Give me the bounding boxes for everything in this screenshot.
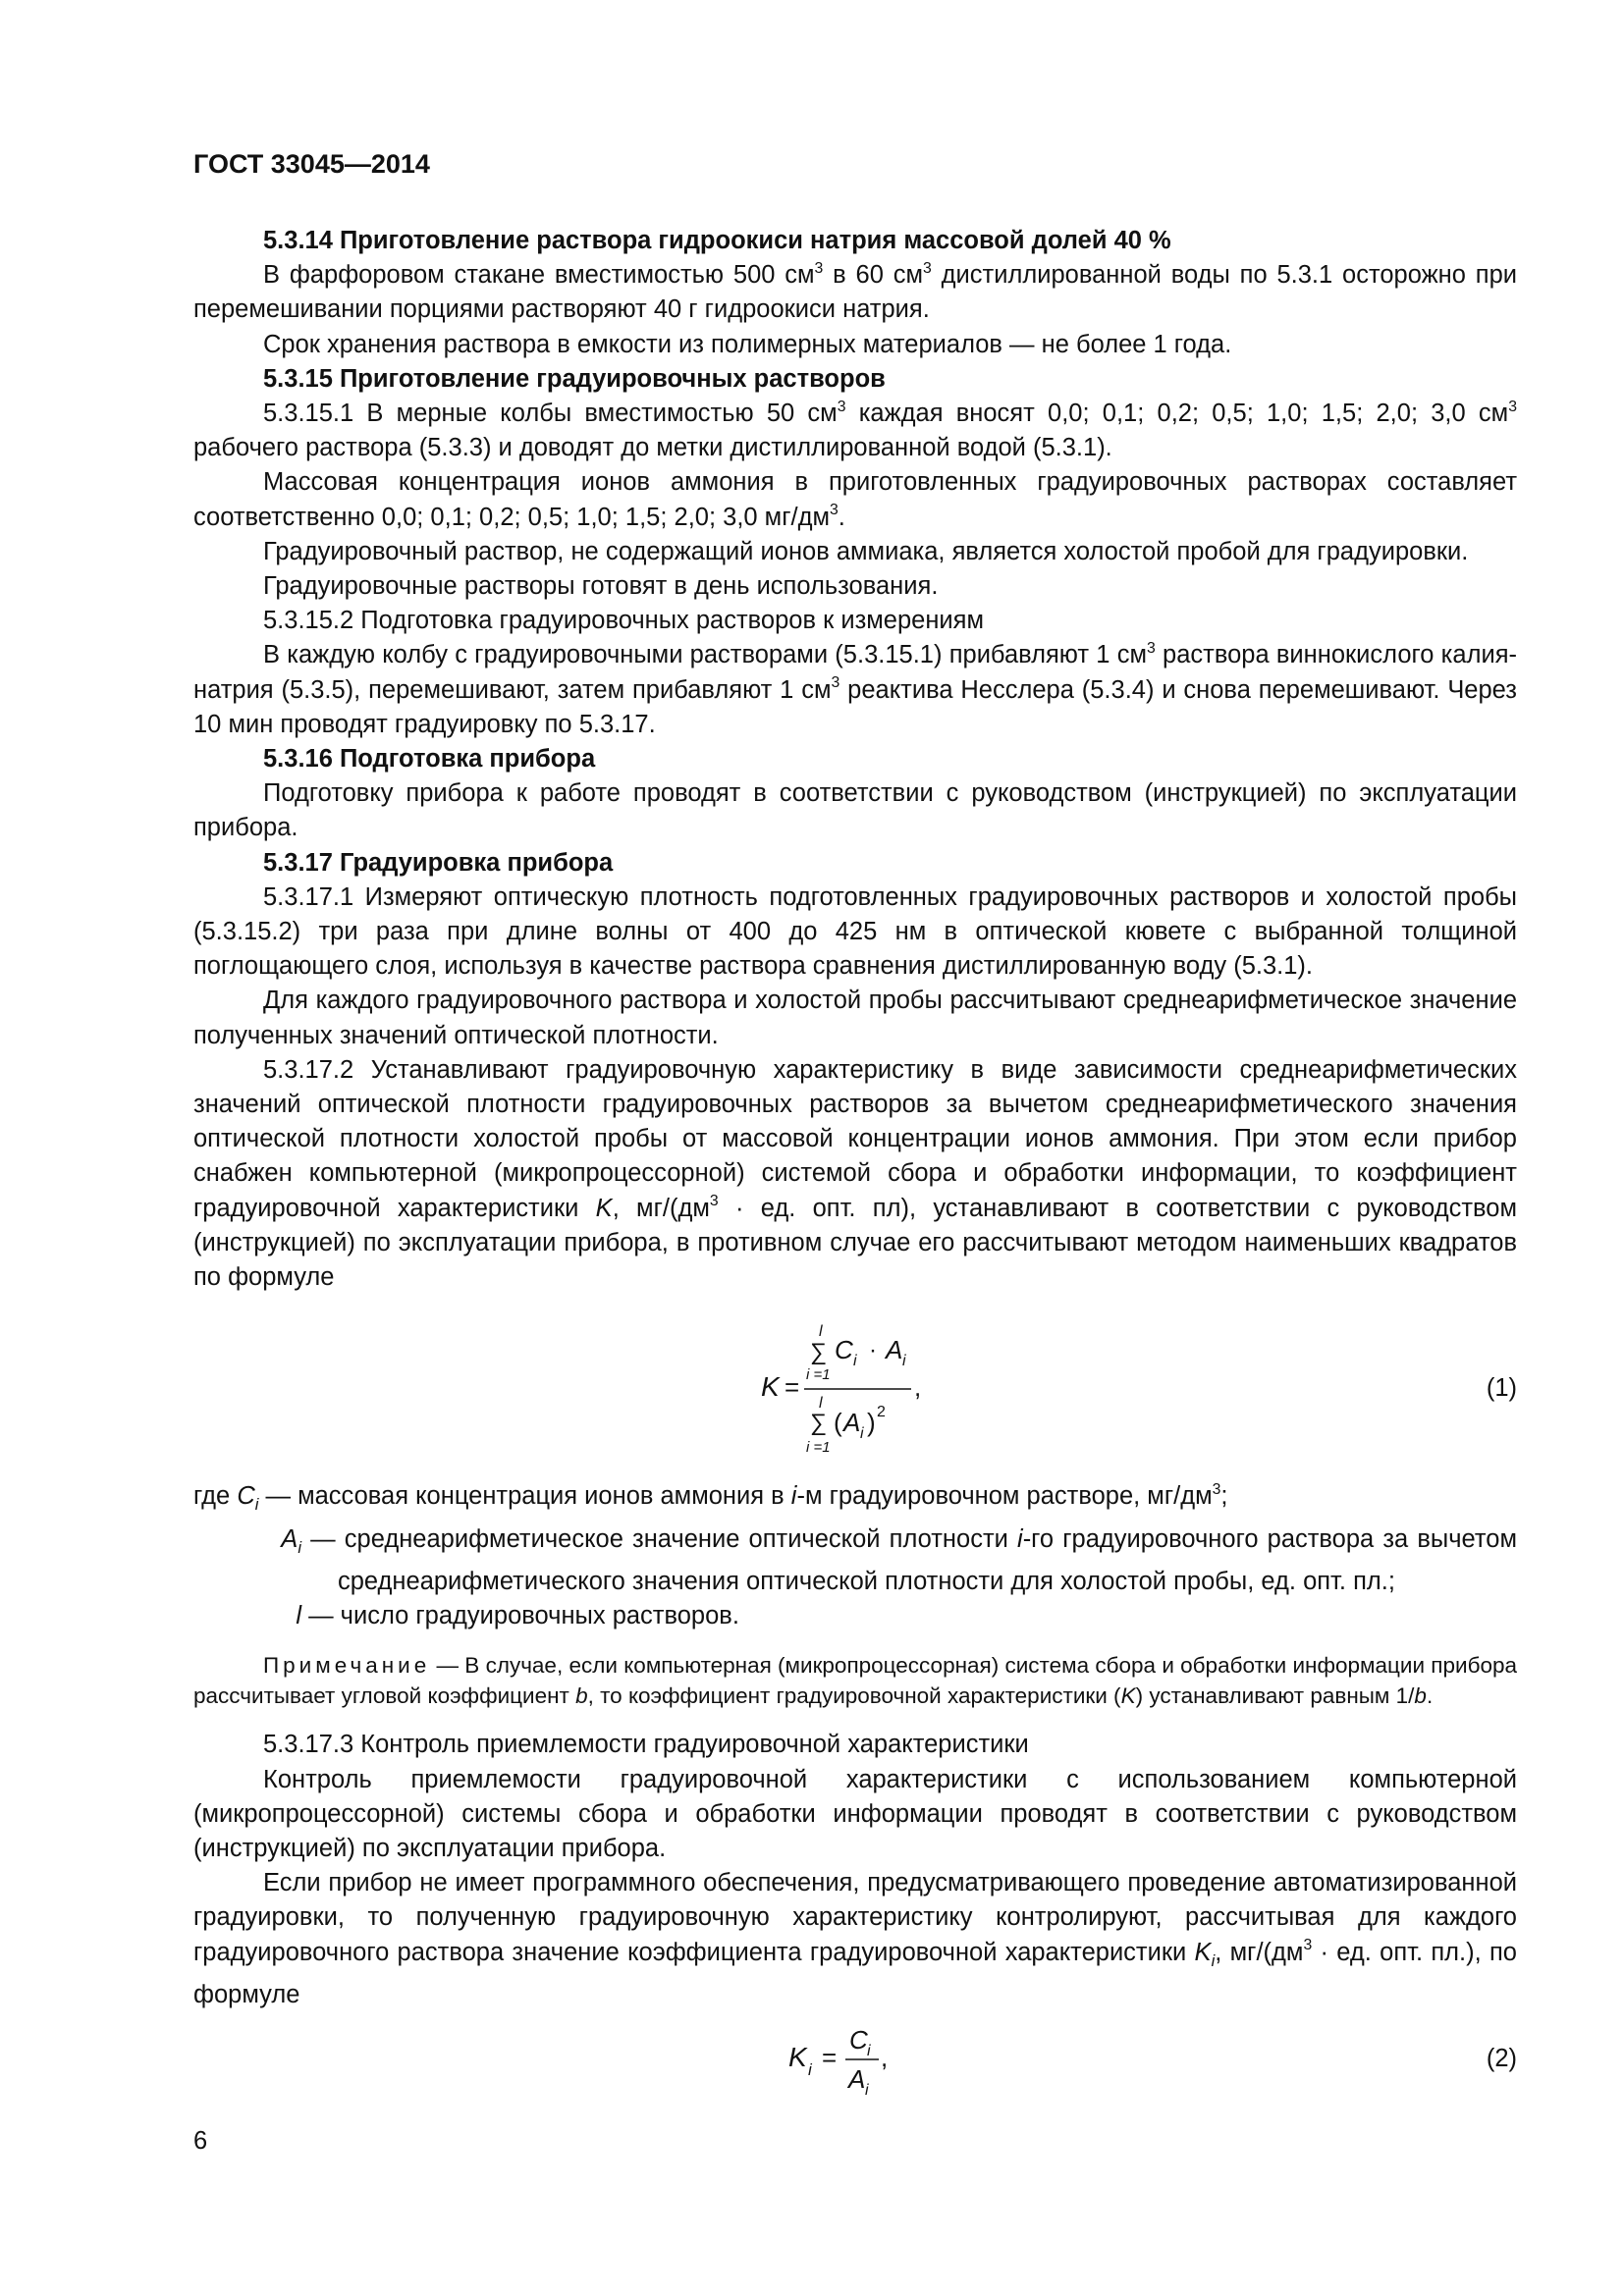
legend-row-l: l — число градуировочных растворов. <box>296 1602 739 1630</box>
formula-1 <box>193 1295 1517 1469</box>
den-sum-symbol: ∑ <box>810 1410 828 1437</box>
formula2-den-subscript: i <box>865 2082 869 2100</box>
standard-header: ГОСТ 33045—2014 <box>193 149 430 179</box>
num-c-subscript: i <box>853 1353 857 1370</box>
section-heading-5-3-17: 5.3.17 Градуировка прибора <box>263 848 614 877</box>
paragraph: Массовая концентрация ионов аммония в приготовленных градуировочных растворах составляет соответственно 0,0; 0,1; 0,2; 0,5; 1,0; 1,5; 2,0; 3,0 $мг/дм^3$. <box>193 468 1517 531</box>
den-power: 2 <box>877 1404 886 1421</box>
paragraph: 5.3.15.1 В мерные колбы вместимостью 50 $см^3$ каждая вносят 0,0; 0,1; 0,2; 0,5; 1,0; 1,5; 2,0; 3,0 $см^3$ рабочего раствора (5.3.3) и доводят до метки дистиллированной водой (5.3.1). <box>193 398 1517 462</box>
paragraph: Срок хранения раствора в емкости из полимерных материалов — не более 1 года. <box>263 330 1232 358</box>
formula-equals: = <box>785 1372 800 1403</box>
formula-comma: , <box>914 1372 922 1403</box>
where-label: где <box>193 1482 231 1511</box>
paragraph: В фарфоровом стакане вместимостью 500 $см^3$ в 60 $см^3$ дистиллированной воды по 5.3.1 осторожно при перемешивании порциями растворяют 40 г гидроокиси натрия. <box>193 259 1517 324</box>
paragraph: В каждую колбу с градуировочными растворами (5.3.15.1) прибавляют 1 $см^3$ раствора виннокислого калия-натрия (5.3.5), перемешивают, затем прибавляют 1 $см^3$ реактива Несслера (5.3.4) и снова перемешивают. Через 10 мин проводят градуировку по 5.3.17. <box>193 639 1517 738</box>
sum-symbol: ∑ <box>810 1339 828 1366</box>
formula-1-graphic <box>193 1295 1517 1469</box>
document-body <box>193 224 1517 2101</box>
num-a: A <box>886 1335 903 1365</box>
subsection-heading: 5.3.15.2 Подготовка градуировочных растворов к измерениям <box>263 607 985 635</box>
formula2-den: A <box>848 2064 866 2095</box>
section-heading-5-3-14: 5.3.14 Приготовление раствора гидроокиси натрия массовой долей 40 % <box>263 227 1171 254</box>
formula2-num-subscript: i <box>867 2043 871 2060</box>
num-c: C <box>835 1335 853 1365</box>
formula2-equals: = <box>822 2043 838 2073</box>
sum-lower-limit: i =1 <box>806 1366 831 1384</box>
sum-upper-limit: l <box>819 1323 823 1341</box>
section-heading-5-3-15: 5.3.15 Приготовление градуировочных растворов <box>263 364 886 393</box>
formula-2-graphic <box>193 2012 1517 2101</box>
formula2-comma: , <box>881 2043 889 2073</box>
formula-2-number: (2) <box>1486 2045 1517 2073</box>
section-heading-5-3-16: 5.3.16 Подготовка прибора <box>263 745 596 774</box>
note-label: Примечание <box>263 1653 431 1679</box>
den-open-paren: ( <box>834 1408 842 1438</box>
den-close-paren: ) <box>867 1408 876 1438</box>
paragraph: Для каждого градуировочного раствора и холостой пробы рассчитывают среднеарифметическое значение полученных значений оптической плотности. <box>193 987 1517 1049</box>
paragraph: Градуировочный раствор, не содержащий ионов аммиака, является холостой пробой для градуировки. <box>263 537 1469 565</box>
paragraph: Градуировочные растворы готовят в день использования. <box>263 572 939 601</box>
formula2-num: C <box>849 2025 868 2056</box>
num-dot: · <box>869 1337 877 1364</box>
note: Примечание — В случае, если компьютерная (микропроцессорная) система сбора и обработки информации прибора рассчитывает угловой коэффициент b, то коэффициент градуировочной характеристики (K) устанавливают равным 1/b. <box>193 1653 1517 1709</box>
paragraph: 5.3.17.1 Измеряют оптическую плотность подготовленных градуировочных растворов и холостой пробы (5.3.15.2) три раза при длине волны от 400 до 425 нм в оптической кювете с выбранной толщиной поглощающего слоя, используя в качестве раствора сравнения дистиллированную воду (5.3.1). <box>193 882 1517 981</box>
num-a-subscript: i <box>902 1353 906 1370</box>
formula2-lhs: K <box>788 2042 807 2073</box>
legend-row-a: $A_i$ — среднеарифметическое значение оптической плотности i-го градуировочного раствора за вычетом среднеарифметического значения оптической плотности для холостой пробы, ед. опт. пл.; <box>281 1524 1517 1595</box>
formula2-lhs-subscript: i <box>808 2060 812 2080</box>
formula-lhs: K <box>761 1371 780 1403</box>
subsection-heading: 5.3.17.3 Контроль приемлемости градуировочной характеристики <box>263 1731 1029 1759</box>
formula-1-number: (1) <box>1486 1374 1517 1403</box>
variables-legend <box>193 1479 1517 1633</box>
legend-row-c: где $C_i$ — массовая концентрация ионов аммония в i-м градуировочном растворе, $мг/дм^3$; <box>193 1480 1228 1515</box>
den-a: A <box>843 1408 861 1438</box>
den-sum-upper-limit: l <box>819 1395 823 1413</box>
formula-2 <box>193 2012 1517 2101</box>
den-sum-lower-limit: i =1 <box>806 1439 831 1457</box>
den-a-subscript: i <box>860 1425 864 1443</box>
paragraph: Если прибор не имеет программного обеспечения, предусматривающего проведение автоматизированной градуировки, то полученную градуировочную характеристику контролируют, рассчитывая для каждого градуировочного раствора значение коэффициента градуировочной характеристики $K_i$, $мг/(дм^3$ · ед. опт. пл.), по формуле <box>193 1869 1517 2008</box>
paragraph: 5.3.17.2 Устанавливают градуировочную характеристику в виде зависимости среднеарифметических значений оптической плотности градуировочных растворов за вычетом среднеарифметического значения оптической плотности холостой пробы от массовой концентрации ионов аммония. При этом если прибор снабжен компьютерной (микропроцессорной) системой сбора и обработки информации, то коэффициент градуировочной характеристики K, $мг/(дм^3$ · ед. опт. пл), устанавливают в соответствии с руководством (инструкцией) по эксплуатации прибора, в противном случае его рассчитывают методом наименьших квадратов по формуле <box>193 1055 1517 1292</box>
paragraph: Подготовку прибора к работе проводят в соответствии с руководством (инструкцией) по эксплуатации прибора. <box>193 779 1517 842</box>
page-number: 6 <box>193 2127 208 2155</box>
paragraph: Контроль приемлемости градуировочной характеристики с использованием компьютерной (микропроцессорной) системы сбора и обработки информации проводят в соответствии с руководством (инструкцией) по эксплуатации прибора. <box>193 1765 1517 1862</box>
